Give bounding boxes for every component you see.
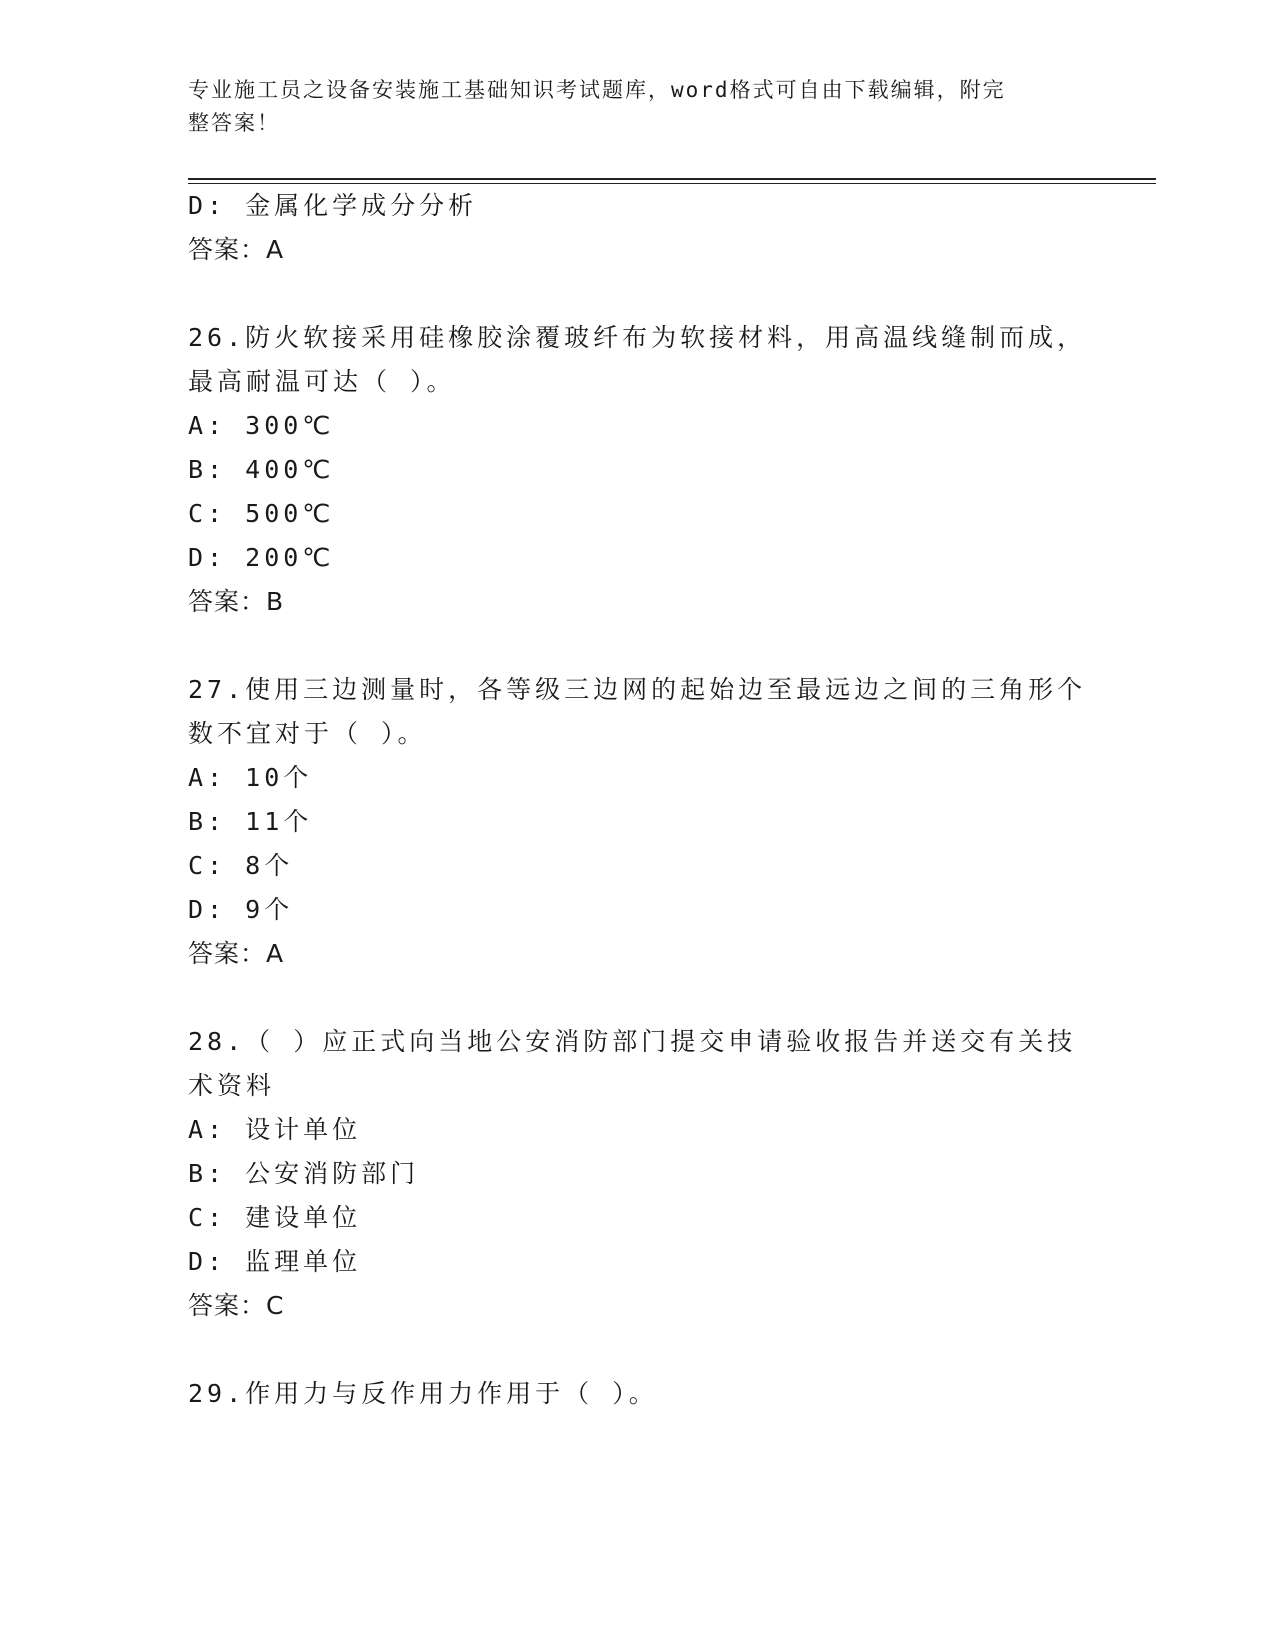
q27-option-d: D: 9个	[188, 895, 294, 924]
q26-stem-line-2: 最高耐温可达（ ）。	[188, 367, 456, 396]
q28-stem-line-2: 术资料	[188, 1071, 276, 1100]
document-header	[188, 74, 1088, 140]
q28-stem-line-1: 28.（ ）应正式向当地公安消防部门提交申请验收报告并送交有关技	[188, 1027, 1077, 1056]
q27-stem-line-1: 27.使用三边测量时，各等级三边网的起始边至最远边之间的三角形个	[188, 675, 1087, 704]
header-divider-thick	[188, 178, 1156, 180]
header-divider-thin	[188, 183, 1156, 184]
q26-option-a: A: 300℃	[188, 411, 335, 440]
q28-option-a: A: 设计单位	[188, 1115, 362, 1144]
q26-option-d: D: 200℃	[188, 543, 335, 572]
q27-answer: 答案：A	[188, 939, 285, 968]
q27-option-b: B: 11个	[188, 807, 313, 836]
q27-stem-line-2: 数不宜对于（ ）。	[188, 719, 427, 748]
q28-option-c: C: 建设单位	[188, 1203, 362, 1232]
q28-option-d: D: 监理单位	[188, 1247, 362, 1276]
header-line-1: 专业施工员之设备安装施工基础知识考试题库，word格式可自由下载编辑，附完	[188, 78, 1006, 102]
q25-option-d: D: 金属化学成分分析	[188, 191, 478, 220]
q27-option-a: A: 10个	[188, 763, 313, 792]
q26-option-c: C: 500℃	[188, 499, 335, 528]
q29-stem-line-1: 29.作用力与反作用力作用于（ ）。	[188, 1379, 658, 1408]
q28-option-b: B: 公安消防部门	[188, 1159, 420, 1188]
q27-option-c: C: 8个	[188, 851, 294, 880]
header-line-2: 整答案！	[188, 111, 280, 135]
q25-answer: 答案：A	[188, 235, 285, 264]
q28-answer: 答案：C	[188, 1291, 285, 1320]
q26-option-b: B: 400℃	[188, 455, 335, 484]
q26-stem-line-1: 26.防火软接采用硅橡胶涂覆玻纤布为软接材料，用高温线缝制而成，	[188, 323, 1087, 352]
q26-answer: 答案：B	[188, 587, 285, 616]
